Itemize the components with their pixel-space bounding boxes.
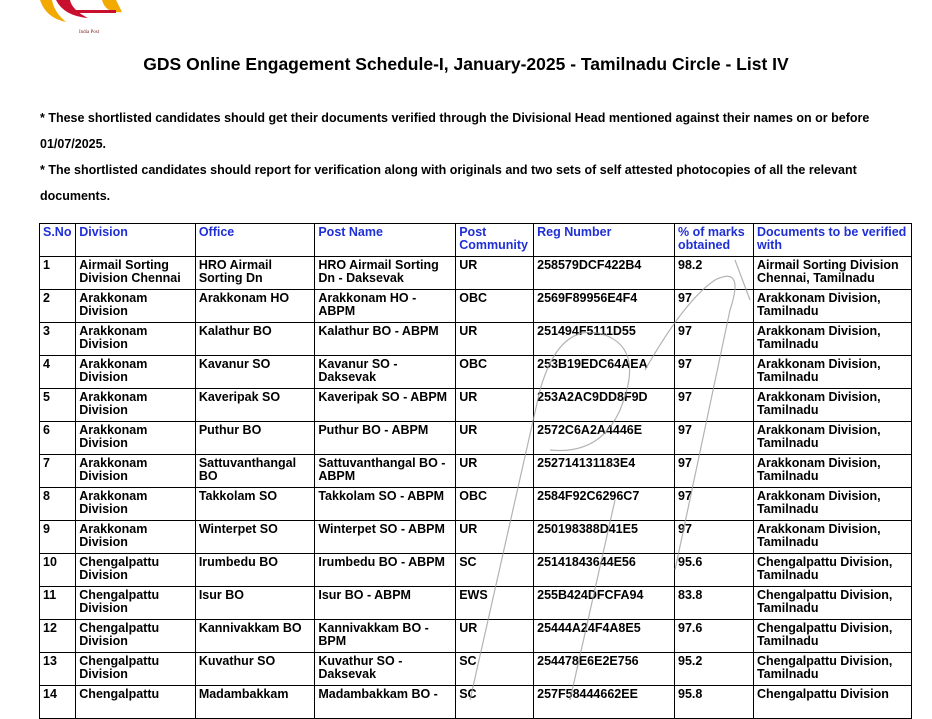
cell-documents: Chengalpattu Division, Tamilnadu bbox=[753, 620, 911, 653]
cell-sno: 3 bbox=[40, 323, 76, 356]
cell-division: Arakkonam Division bbox=[76, 356, 196, 389]
col-header-post-name: Post Name bbox=[315, 224, 456, 257]
cell-sno: 4 bbox=[40, 356, 76, 389]
cell-marks: 97 bbox=[675, 356, 754, 389]
cell-division: Airmail Sorting Division Chennai bbox=[76, 257, 196, 290]
cell-post-name: Kalathur BO - ABPM bbox=[315, 323, 456, 356]
cell-post-community: SC bbox=[456, 686, 534, 719]
cell-post-name: Arakkonam HO - ABPM bbox=[315, 290, 456, 323]
cell-documents: Airmail Sorting Division Chennai, Tamilnadu bbox=[753, 257, 911, 290]
cell-post-name: HRO Airmail Sorting Dn - Daksevak bbox=[315, 257, 456, 290]
table-row bbox=[40, 323, 912, 356]
cell-marks: 83.8 bbox=[675, 587, 754, 620]
cell-documents: Chengalpattu Division, Tamilnadu bbox=[753, 554, 911, 587]
cell-reg-number: 2572C6A2A4446E bbox=[534, 422, 675, 455]
cell-post-name: Isur BO - ABPM bbox=[315, 587, 456, 620]
cell-office: Kuvathur SO bbox=[195, 653, 315, 686]
cell-reg-number: 25444A24F4A8E5 bbox=[534, 620, 675, 653]
table-row bbox=[40, 653, 912, 686]
table-row bbox=[40, 488, 912, 521]
cell-post-community: UR bbox=[456, 521, 534, 554]
cell-documents: Arakkonam Division, Tamilnadu bbox=[753, 356, 911, 389]
cell-post-name: Irumbedu BO - ABPM bbox=[315, 554, 456, 587]
cell-post-name: Madambakkam BO - bbox=[315, 686, 456, 719]
shortlist-table bbox=[39, 223, 912, 719]
cell-sno: 12 bbox=[40, 620, 76, 653]
cell-post-name: Kavanur SO - Daksevak bbox=[315, 356, 456, 389]
cell-division: Chengalpattu Division bbox=[76, 653, 196, 686]
table-row bbox=[40, 554, 912, 587]
cell-post-community: SC bbox=[456, 554, 534, 587]
cell-documents: Arakkonam Division, Tamilnadu bbox=[753, 488, 911, 521]
cell-marks: 97 bbox=[675, 488, 754, 521]
cell-post-community: UR bbox=[456, 257, 534, 290]
cell-documents: Arakkonam Division, Tamilnadu bbox=[753, 323, 911, 356]
cell-reg-number: 255B424DFCFA94 bbox=[534, 587, 675, 620]
logo-caption: India Post bbox=[79, 30, 100, 35]
table-row bbox=[40, 686, 912, 719]
cell-documents: Arakkonam Division, Tamilnadu bbox=[753, 455, 911, 488]
cell-sno: 7 bbox=[40, 455, 76, 488]
cell-division: Arakkonam Division bbox=[76, 323, 196, 356]
cell-documents: Arakkonam Division, Tamilnadu bbox=[753, 389, 911, 422]
cell-division: Chengalpattu Division bbox=[76, 620, 196, 653]
cell-sno: 2 bbox=[40, 290, 76, 323]
cell-sno: 1 bbox=[40, 257, 76, 290]
table-row bbox=[40, 455, 912, 488]
table-row bbox=[40, 356, 912, 389]
cell-office: Kaveripak SO bbox=[195, 389, 315, 422]
cell-office: Irumbedu BO bbox=[195, 554, 315, 587]
cell-reg-number: 250198388D41E5 bbox=[534, 521, 675, 554]
cell-division: Arakkonam Division bbox=[76, 290, 196, 323]
cell-documents: Chengalpattu Division, Tamilnadu bbox=[753, 587, 911, 620]
table-row bbox=[40, 587, 912, 620]
cell-division: Arakkonam Division bbox=[76, 422, 196, 455]
cell-office: HRO Airmail Sorting Dn bbox=[195, 257, 315, 290]
cell-documents: Chengalpattu Division, Tamilnadu bbox=[753, 653, 911, 686]
cell-reg-number: 25141843644E56 bbox=[534, 554, 675, 587]
col-header-marks: % of marks obtained bbox=[675, 224, 754, 257]
table-row bbox=[40, 257, 912, 290]
cell-reg-number: 253A2AC9DD8F9D bbox=[534, 389, 675, 422]
cell-reg-number: 257F58444662EE bbox=[534, 686, 675, 719]
cell-reg-number: 2584F92C6296C7 bbox=[534, 488, 675, 521]
cell-office: Kannivakkam BO bbox=[195, 620, 315, 653]
cell-division: Chengalpattu Division bbox=[76, 554, 196, 587]
cell-reg-number: 251494F5111D55 bbox=[534, 323, 675, 356]
cell-post-community: UR bbox=[456, 455, 534, 488]
cell-post-community: UR bbox=[456, 389, 534, 422]
cell-marks: 97 bbox=[675, 389, 754, 422]
cell-reg-number: 252714131183E4 bbox=[534, 455, 675, 488]
table-header-row bbox=[40, 224, 912, 257]
cell-division: Chengalpattu Division bbox=[76, 587, 196, 620]
cell-marks: 97 bbox=[675, 422, 754, 455]
cell-sno: 6 bbox=[40, 422, 76, 455]
cell-documents: Chengalpattu Division bbox=[753, 686, 911, 719]
col-header-division: Division bbox=[76, 224, 196, 257]
cell-division: Arakkonam Division bbox=[76, 455, 196, 488]
cell-reg-number: 254478E6E2E756 bbox=[534, 653, 675, 686]
cell-documents: Arakkonam Division, Tamilnadu bbox=[753, 290, 911, 323]
cell-post-community: UR bbox=[456, 422, 534, 455]
cell-marks: 95.6 bbox=[675, 554, 754, 587]
cell-post-name: Sattuvanthangal BO - ABPM bbox=[315, 455, 456, 488]
cell-post-community: OBC bbox=[456, 488, 534, 521]
cell-post-name: Kuvathur SO - Daksevak bbox=[315, 653, 456, 686]
cell-sno: 8 bbox=[40, 488, 76, 521]
cell-reg-number: 253B19EDC64AEA bbox=[534, 356, 675, 389]
cell-marks: 97 bbox=[675, 290, 754, 323]
cell-sno: 11 bbox=[40, 587, 76, 620]
cell-post-community: EWS bbox=[456, 587, 534, 620]
cell-office: Arakkonam HO bbox=[195, 290, 315, 323]
cell-marks: 97 bbox=[675, 455, 754, 488]
cell-division: Arakkonam Division bbox=[76, 488, 196, 521]
cell-post-community: UR bbox=[456, 323, 534, 356]
note-originals: * The shortlisted candidates should report for verification along with originals and two sets of self attested photocopies of all the relevant documents. bbox=[40, 163, 857, 203]
cell-sno: 9 bbox=[40, 521, 76, 554]
cell-office: Kavanur SO bbox=[195, 356, 315, 389]
cell-office: Madambakkam bbox=[195, 686, 315, 719]
cell-marks: 98.2 bbox=[675, 257, 754, 290]
cell-sno: 10 bbox=[40, 554, 76, 587]
cell-office: Kalathur BO bbox=[195, 323, 315, 356]
col-header-sno: S.No bbox=[40, 224, 76, 257]
cell-documents: Arakkonam Division, Tamilnadu bbox=[753, 422, 911, 455]
cell-post-name: Takkolam SO - ABPM bbox=[315, 488, 456, 521]
table-row bbox=[40, 620, 912, 653]
cell-marks: 95.2 bbox=[675, 653, 754, 686]
page-title: GDS Online Engagement Schedule-I, January-2025 - Tamilnadu Circle - List IV bbox=[143, 54, 789, 74]
cell-marks: 97 bbox=[675, 323, 754, 356]
cell-division: Chengalpattu bbox=[76, 686, 196, 719]
cell-division: Arakkonam Division bbox=[76, 521, 196, 554]
cell-office: Isur BO bbox=[195, 587, 315, 620]
cell-marks: 97.6 bbox=[675, 620, 754, 653]
cell-office: Sattuvanthangal BO bbox=[195, 455, 315, 488]
table-row bbox=[40, 422, 912, 455]
cell-post-community: OBC bbox=[456, 356, 534, 389]
cell-sno: 13 bbox=[40, 653, 76, 686]
cell-post-community: UR bbox=[456, 620, 534, 653]
cell-reg-number: 258579DCF422B4 bbox=[534, 257, 675, 290]
cell-post-name: Kaveripak SO - ABPM bbox=[315, 389, 456, 422]
table-body bbox=[40, 257, 912, 719]
table-row bbox=[40, 389, 912, 422]
cell-post-name: Kannivakkam BO - BPM bbox=[315, 620, 456, 653]
cell-sno: 14 bbox=[40, 686, 76, 719]
cell-post-name: Winterpet SO - ABPM bbox=[315, 521, 456, 554]
cell-post-name: Puthur BO - ABPM bbox=[315, 422, 456, 455]
col-header-reg-number: Reg Number bbox=[534, 224, 675, 257]
cell-office: Takkolam SO bbox=[195, 488, 315, 521]
note-documents: * These shortlisted candidates should get their documents verified through the Divisional Head mentioned against their names on or before 01/07/2025. bbox=[40, 111, 870, 151]
cell-division: Arakkonam Division bbox=[76, 389, 196, 422]
cell-office: Winterpet SO bbox=[195, 521, 315, 554]
cell-post-community: OBC bbox=[456, 290, 534, 323]
col-header-documents: Documents to be verified with bbox=[753, 224, 911, 257]
cell-marks: 97 bbox=[675, 521, 754, 554]
table-row bbox=[40, 521, 912, 554]
cell-marks: 95.8 bbox=[675, 686, 754, 719]
cell-sno: 5 bbox=[40, 389, 76, 422]
table-row bbox=[40, 290, 912, 323]
col-header-post-community: Post Community bbox=[456, 224, 534, 257]
cell-office: Puthur BO bbox=[195, 422, 315, 455]
cell-post-community: SC bbox=[456, 653, 534, 686]
col-header-office: Office bbox=[195, 224, 315, 257]
cell-documents: Arakkonam Division, Tamilnadu bbox=[753, 521, 911, 554]
cell-reg-number: 2569F89956E4F4 bbox=[534, 290, 675, 323]
